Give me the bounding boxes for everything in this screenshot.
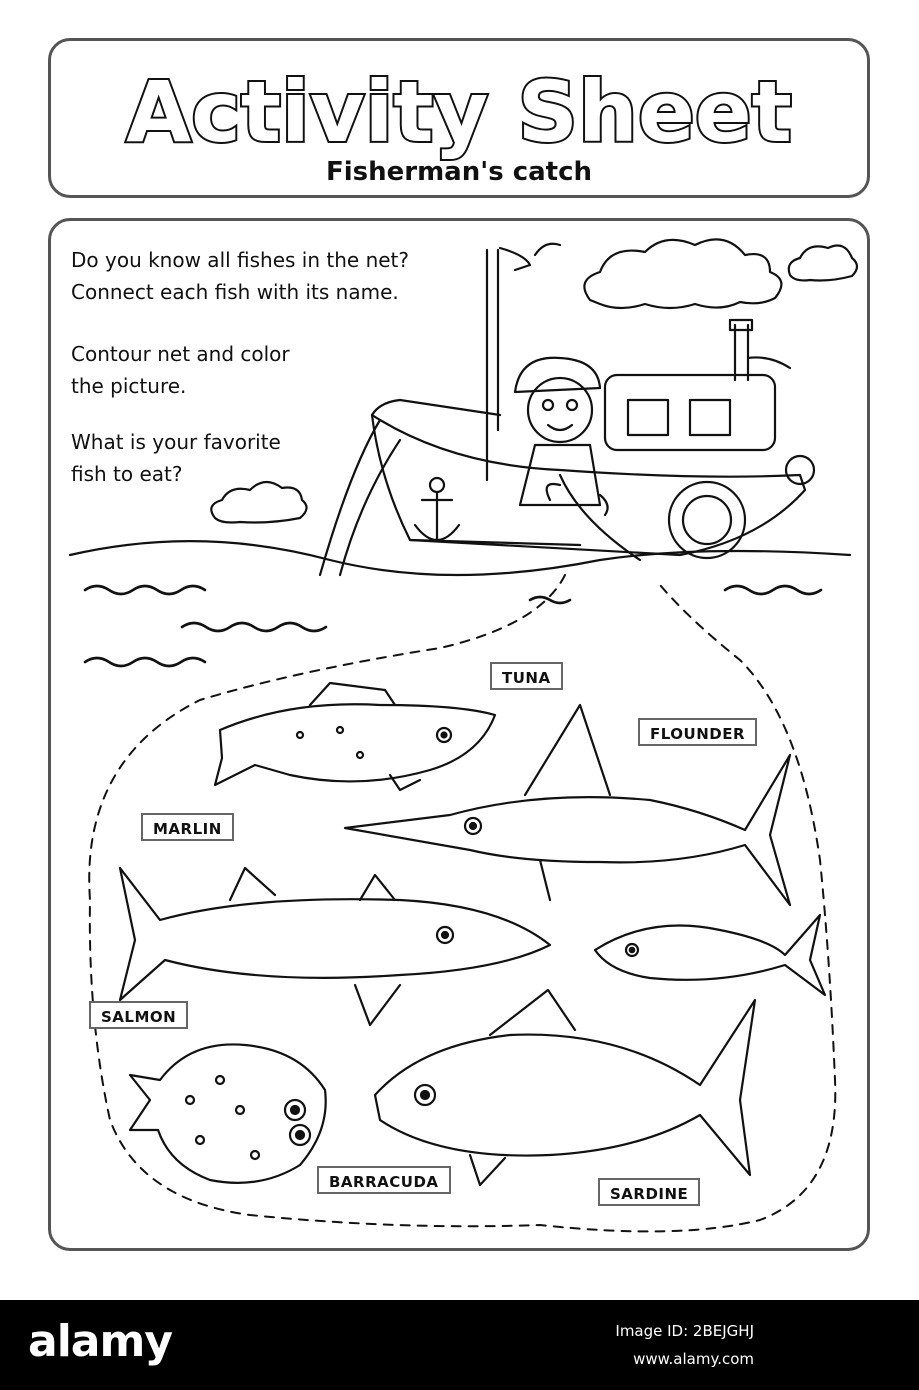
instruction-line-2: Connect each fish with its name.: [71, 280, 399, 304]
label-tuna: TUNA: [490, 662, 563, 690]
subtitle: Fisherman's catch: [325, 157, 593, 187]
label-barracuda: BARRACUDA: [317, 1166, 451, 1194]
header-card: [48, 38, 870, 198]
title-text: Activity Sheet: [126, 63, 792, 161]
footer-url[interactable]: www.alamy.com: [633, 1350, 754, 1368]
label-flounder: FLOUNDER: [638, 718, 757, 746]
instruction-line-1: Do you know all fishes in the net?: [71, 248, 410, 272]
instruction-line-3: Contour net and color: [71, 342, 290, 366]
stock-footer: [0, 1300, 919, 1390]
label-sardine: SARDINE: [598, 1178, 700, 1206]
alamy-logo[interactable]: alamy: [28, 1316, 172, 1367]
label-marlin: MARLIN: [141, 813, 234, 841]
activity-sheet-title: [51, 41, 867, 161]
label-salmon: SALMON: [89, 1001, 188, 1029]
image-id: Image ID: 2BEJGHJ: [615, 1322, 754, 1340]
instruction-line-5: What is your favorite: [71, 430, 281, 454]
instruction-line-6: fish to eat?: [71, 462, 183, 486]
instruction-line-4: the picture.: [71, 374, 187, 398]
